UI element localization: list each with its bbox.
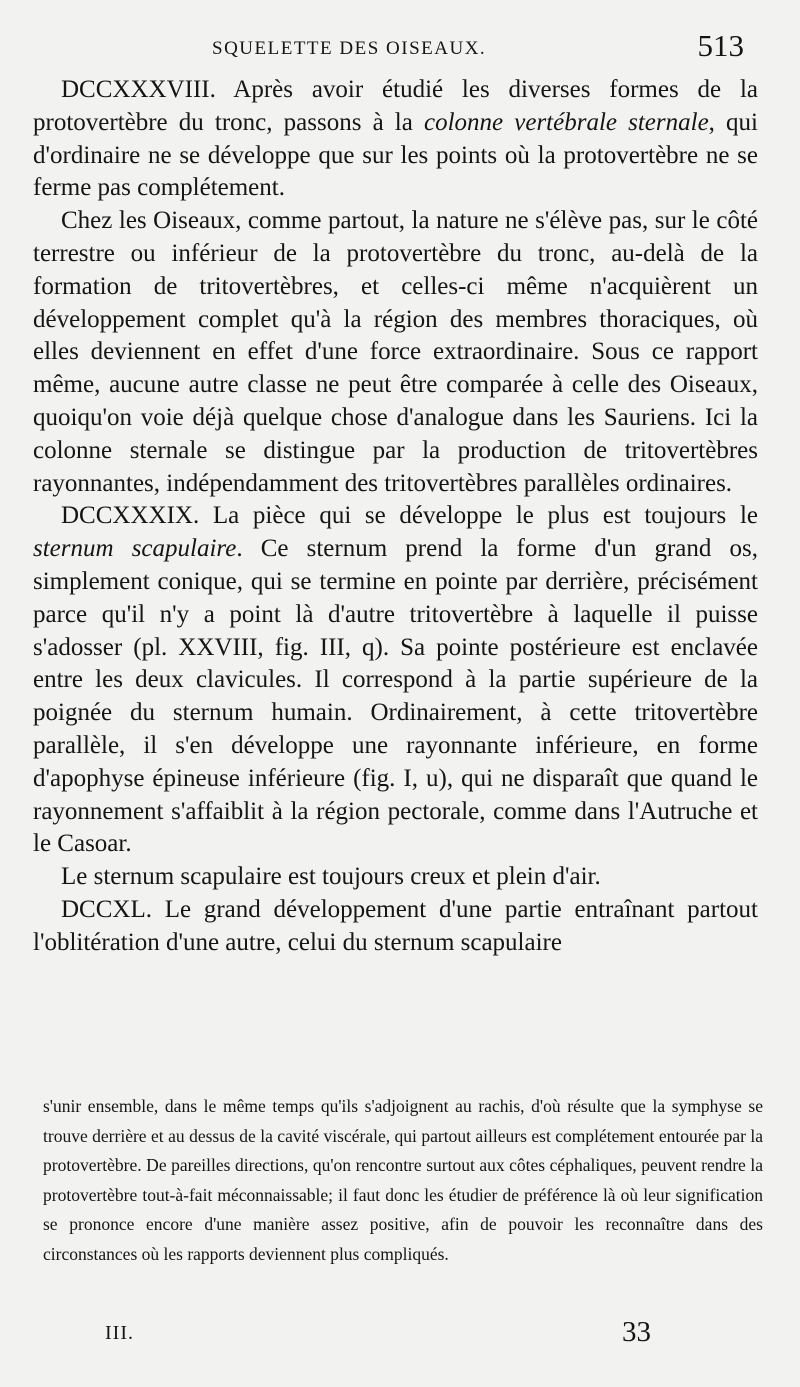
paragraph-text: Le sternum scapulaire est toujours creux et plein d'air. — [61, 863, 601, 891]
paragraph-text: DCCXXXVIII. Après avoir étudié les diverses formes de la protovertèbre du tronc, passons à la — [33, 76, 758, 136]
running-head — [0, 28, 800, 68]
paragraph-sternum-note — [33, 861, 758, 894]
paragraph-dccxxxix — [33, 500, 758, 861]
paragraph-text: DCCXXXIX. La pièce qui se développe le plus est toujours le — [61, 502, 758, 530]
emphasis-term: colonne vertébrale sternale — [423, 108, 709, 136]
paragraph-dccxl — [33, 894, 758, 960]
paragraph-text: Chez les Oiseaux, comme partout, la nature ne s'élève pas, sur le côté terrestre ou inférieur de la protovertèbre du tronc, au-delà de la formation de tritovertèbres, et celles-ci même n'acquièrent un développement complet qu'à la région des membres thoraciques, où elles deviennent en effet d'une force extraordinaire. Sous ce rapport même, aucune autre classe ne peut être comparée à celle des Oiseaux, quoiqu'on voie déjà quelque chose d'analogue dans les Sauriens. Ici la colonne sternale se distingue par la production de tritovertèbres rayonnantes, indépendamment des tritovertèbres parallèles ordinaires. — [33, 207, 758, 497]
signature-mark: III. — [105, 1322, 134, 1344]
paragraph-text: DCCXL. Le grand développement d'une partie entraînant partout l'oblitération d'une autre, celui du sternum scapulaire — [33, 895, 758, 956]
folio-number: 33 — [622, 1316, 651, 1348]
page-number: 513 — [697, 28, 744, 63]
paragraph-dccxxxviii — [33, 74, 758, 205]
main-text — [33, 74, 758, 960]
footnote — [43, 1092, 763, 1270]
paragraph-oiseaux — [33, 205, 758, 500]
footnote-text: s'unir ensemble, dans le même temps qu'ils s'adjoignent au rachis, d'où résulte que la symphyse se trouve derrière et au dessus de la cavité viscérale, qui partout ailleurs est complétement entourée par la protovertèbre. De pareilles directions, qu'on rencontre surtout aux côtes céphaliques, peuvent rendre la protovertèbre tout-à-fait méconnaissable; il faut donc les étudier de préférence là où leur signification se prononce encore d'une manière assez positive, afin de pouvoir les reconnaître dans des circonstances où les rapports deviennent plus compliqués. — [43, 1096, 763, 1264]
paragraph-text-after: . Ce sternum prend la forme d'un grand os, simplement conique, qui se termine en pointe par derrière, précisément parce qu'il n'y a point là d'autre tritovertèbre à laquelle il puisse s'adosser (pl. XXVIII, fig. III, q). Sa pointe postérieure est enclavée entre les deux clavicules. Il correspond à la partie supérieure de la poignée du sternum humain. Ordinairement, à cette tritovertèbre parallèle, il s'en développe une rayonnante inférieure, en forme d'apophyse épineuse inférieure (fig. I, u), qui ne disparaît que quand le rayonnement s'affaiblit à la région pectorale, comme dans l'Autruche et le Casoar. — [33, 535, 759, 858]
running-title: SQUELETTE DES OISEAUX. — [212, 38, 487, 59]
emphasis-term: sternum scapulaire — [33, 535, 237, 563]
paragraph-text-after: , qui d'ordinaire ne se développe que sur les points où la protovertèbre ne se ferme pas complétement. — [33, 108, 758, 202]
